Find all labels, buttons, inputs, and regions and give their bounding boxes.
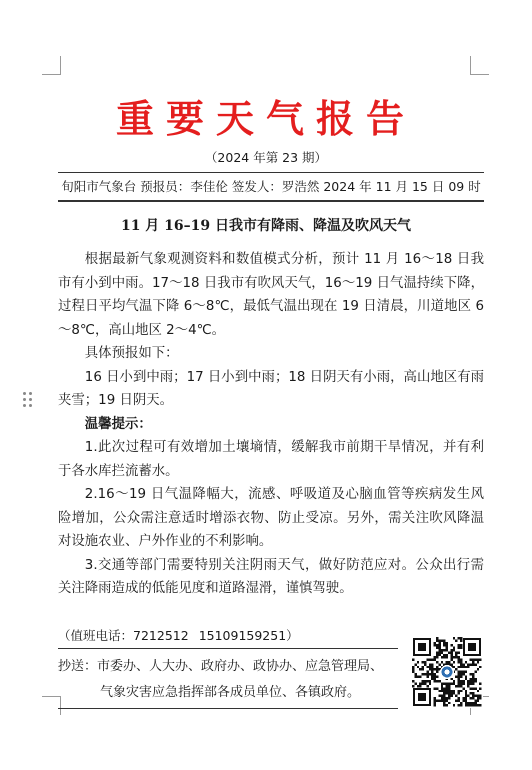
divider-footer-top [58, 648, 398, 649]
headline: 11 月 16–19 日我市有降雨、降温及吹风天气 [120, 218, 412, 234]
phone-number-1: 7212512 [133, 628, 189, 643]
issuer-name: 罗浩然 [281, 179, 320, 194]
duty-phone [58, 626, 299, 646]
report-meta [58, 178, 484, 196]
drag-handle-icon[interactable] [22, 391, 34, 407]
station-name: 旬阳市气象台 [61, 179, 137, 194]
cc-line-2: 气象灾害应急指挥部各成员单位、各镇政府。 [100, 685, 361, 700]
cc-line-1: 抄送：市委办、人大办、政府办、政协办、应急管理局、 [58, 659, 384, 674]
divider-meta [58, 200, 484, 202]
tips-heading: 温馨提示： [84, 416, 152, 432]
qr-code [411, 636, 483, 708]
report-title: 重要天气报告 [115, 96, 416, 141]
issuer-label: 签发人： [231, 179, 282, 194]
forecaster-name: 李佳伦 [190, 179, 228, 194]
crop-mark-top-right [470, 56, 489, 75]
forecaster-label: 预报员： [140, 179, 191, 194]
tip-2: 2.16～19 日气温降幅大，流感、呼吸道及心脑血管等疾病发生风险增加，公众需注意适时增添衣物、防止受凉。另外，需关注吹风降温对设施农业、户外作业的不利影响。 [58, 487, 484, 549]
phone-label: （值班电话： [58, 628, 134, 643]
tip-3: 3.交通等部门需要特别关注阴雨天气，做好防范应对。公众出行需关注降雨造成的低能见度和道路湿滑，谨慎驾驶。 [58, 557, 484, 596]
divider-top [58, 172, 484, 173]
phone-number-2: 15109159251） [198, 628, 299, 643]
crop-mark-top-left [42, 56, 61, 75]
divider-footer-bottom [58, 708, 398, 709]
tip-1: 1.此次过程可有效增加土壤墒情，缓解我市前期干旱情况，并有利于各水库拦流蓄水。 [58, 440, 484, 479]
forecast-paragraph: 16 日小到中雨；17 日小到中雨；18 日阴天有小雨，高山地区有雨夹雪；19 日阴天。 [58, 369, 484, 408]
cc-list [58, 654, 402, 706]
forecast-heading: 具体预报如下： [84, 346, 179, 361]
issue-number: （2024 年第 23 期） [204, 150, 328, 165]
issue-time: 2024 年 11 月 15 日 09 时 [323, 179, 481, 194]
report-body [58, 248, 484, 601]
intro-paragraph: 根据最新气象观测资料和数值模式分析，预计 11 月 16～18 日我市有小到中雨。17～18 日我市有吹风天气，16～19 日气温持续下降，过程日平均气温下降 6～8℃，最低气温出现在 19 日清晨，川道地区 6～8℃，高山地区 2～4℃。 [58, 252, 484, 338]
